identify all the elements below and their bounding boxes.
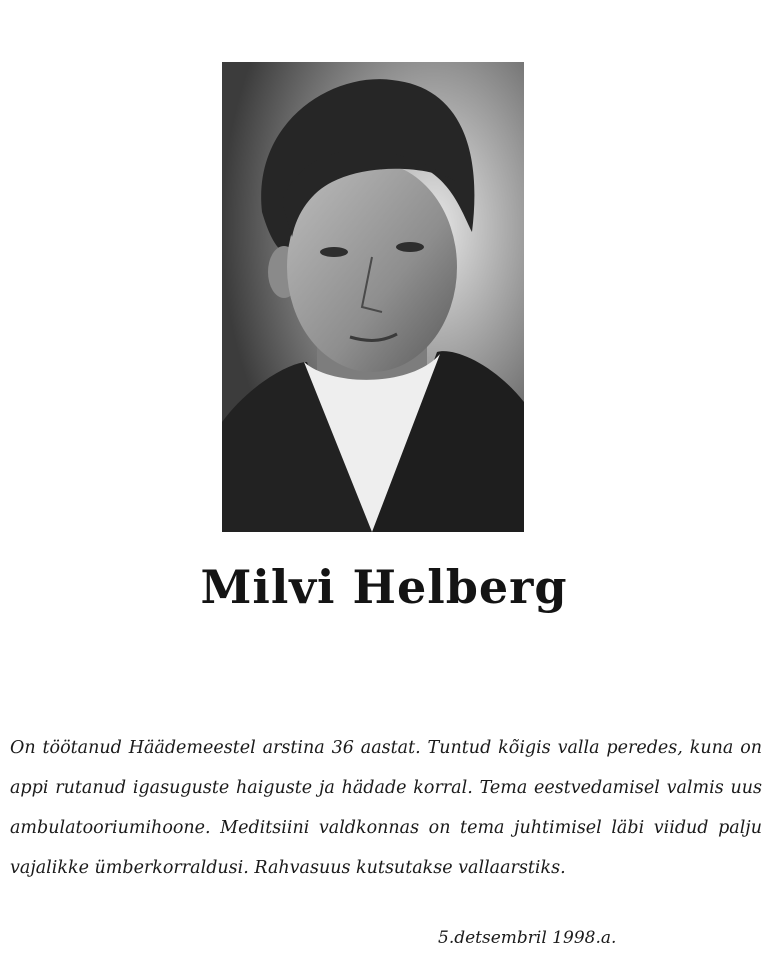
portrait-image (222, 62, 524, 532)
biography-text: On töötanud Häädemeestel arstina 36 aastat. Tuntud kõigis valla peredes, kuna on appi rutanud igasuguste haiguste ja hädade korral. Tema eestvedamisel valmis uus ambulatooriumihoone. Meditsiini valdkonnas on tema juhtimisel läbi viidud palju vajalikke ümberkorraldusi. Rahvasuus kutsutakse vallaarstiks. (10, 738, 762, 878)
date-line: 5.detsembril 1998.a. (438, 928, 617, 948)
portrait-photo (222, 62, 524, 532)
person-name: Milvi Helberg (200, 560, 568, 614)
